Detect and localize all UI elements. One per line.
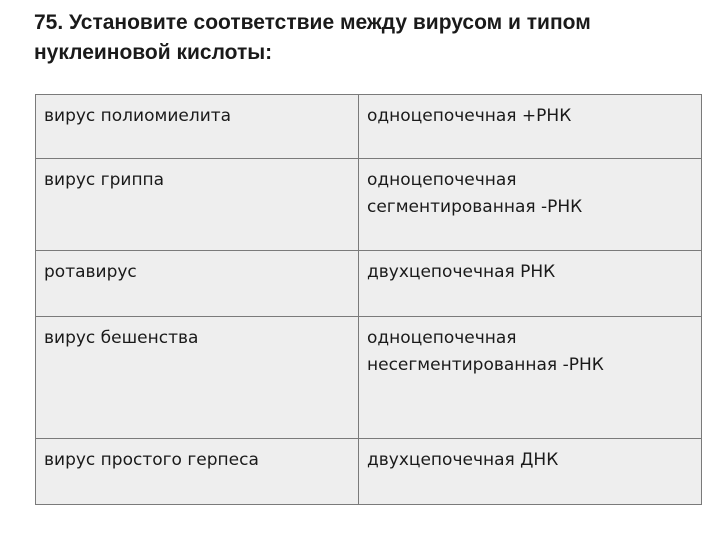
table-row (36, 159, 702, 251)
table-row (36, 95, 702, 159)
virus-cell: вирус простого герпеса (36, 439, 359, 505)
nucleic-acid-line: двухцепочечная ДНК (367, 450, 559, 470)
table-row (36, 439, 702, 505)
matching-table (35, 94, 702, 505)
nucleic-acid-cell (359, 317, 702, 439)
virus-cell: ротавирус (36, 251, 359, 317)
nucleic-acid-cell (359, 439, 702, 505)
table-row (36, 317, 702, 439)
nucleic-acid-cell (359, 251, 702, 317)
virus-cell: вирус гриппа (36, 159, 359, 251)
nucleic-acid-line: одноцепочечная (367, 328, 517, 348)
nucleic-acid-line: одноцепочечная (367, 170, 517, 190)
question-title-line-2: нуклеиновой кислоты: (34, 41, 273, 64)
nucleic-acid-cell (359, 95, 702, 159)
virus-cell: вирус бешенства (36, 317, 359, 439)
question-title (34, 8, 694, 68)
nucleic-acid-line: двухцепочечная РНК (367, 262, 556, 282)
virus-cell: вирус полиомиелита (36, 95, 359, 159)
nucleic-acid-cell (359, 159, 702, 251)
nucleic-acid-line: одноцепочечная +РНК (367, 106, 572, 126)
nucleic-acid-line: сегментированная -РНК (367, 197, 583, 217)
question-title-line-1: 75. Установите соответствие между вирусом и типом (34, 11, 591, 34)
nucleic-acid-line: несегментированная -РНК (367, 355, 604, 375)
table-row (36, 251, 702, 317)
